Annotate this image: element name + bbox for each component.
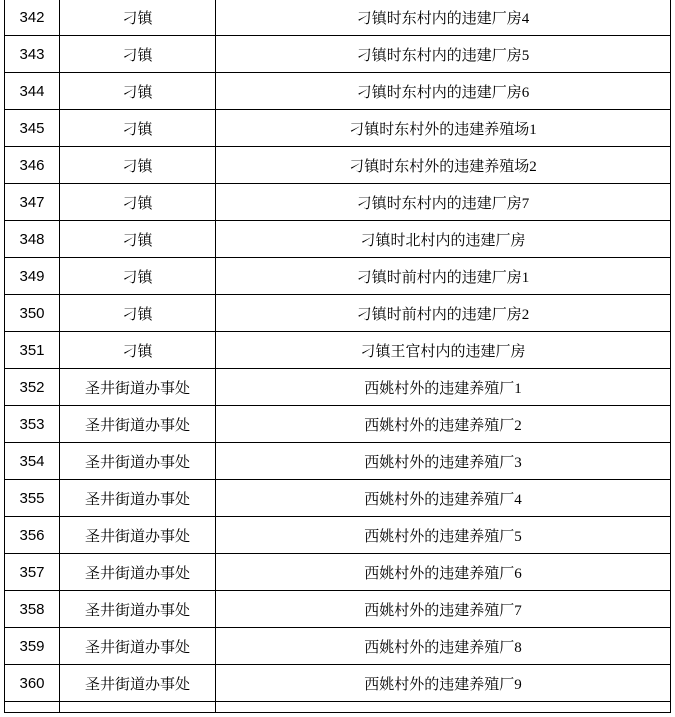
row-town: 刁镇 (60, 110, 216, 147)
row-description: 刁镇时前村内的违建厂房1 (216, 258, 671, 295)
row-town: 圣井街道办事处 (60, 665, 216, 702)
row-description: 西姚村外的违建养殖厂6 (216, 554, 671, 591)
row-number: 359 (5, 628, 60, 665)
row-description: 西姚村外的违建养殖厂2 (216, 406, 671, 443)
table-cell-empty (5, 702, 60, 713)
row-description: 西姚村外的违建养殖厂9 (216, 665, 671, 702)
table-cell-empty (60, 702, 216, 713)
row-number: 357 (5, 554, 60, 591)
row-number: 343 (5, 36, 60, 73)
table-row (5, 258, 671, 295)
table-row (5, 73, 671, 110)
table-row (5, 369, 671, 406)
row-town: 圣井街道办事处 (60, 369, 216, 406)
row-number: 351 (5, 332, 60, 369)
row-number: 354 (5, 443, 60, 480)
illegal-building-table (4, 0, 671, 713)
row-description: 刁镇时东村内的违建厂房7 (216, 184, 671, 221)
table-row (5, 332, 671, 369)
row-town: 圣井街道办事处 (60, 628, 216, 665)
table-row (5, 221, 671, 258)
row-number: 353 (5, 406, 60, 443)
row-town: 圣井街道办事处 (60, 554, 216, 591)
row-description: 西姚村外的违建养殖厂3 (216, 443, 671, 480)
row-number: 346 (5, 147, 60, 184)
table-row-partial-bottom (5, 702, 671, 713)
row-town: 圣井街道办事处 (60, 517, 216, 554)
row-number: 355 (5, 480, 60, 517)
row-town: 刁镇 (60, 221, 216, 258)
row-description: 刁镇时东村内的违建厂房6 (216, 73, 671, 110)
row-town: 刁镇 (60, 332, 216, 369)
table-row (5, 184, 671, 221)
table-row (5, 443, 671, 480)
table-row (5, 147, 671, 184)
row-number: 358 (5, 591, 60, 628)
row-town: 刁镇 (60, 184, 216, 221)
row-description: 西姚村外的违建养殖厂8 (216, 628, 671, 665)
row-town: 圣井街道办事处 (60, 443, 216, 480)
row-town: 刁镇 (60, 258, 216, 295)
row-description: 西姚村外的违建养殖厂7 (216, 591, 671, 628)
table-row (5, 295, 671, 332)
row-number: 352 (5, 369, 60, 406)
row-number: 349 (5, 258, 60, 295)
table-row (5, 517, 671, 554)
table-row (5, 591, 671, 628)
row-number: 350 (5, 295, 60, 332)
row-description: 西姚村外的违建养殖厂1 (216, 369, 671, 406)
row-description: 刁镇时东村内的违建厂房4 (216, 0, 671, 36)
row-number: 344 (5, 73, 60, 110)
row-town: 刁镇 (60, 36, 216, 73)
table-row (5, 628, 671, 665)
row-number: 356 (5, 517, 60, 554)
table-row (5, 480, 671, 517)
table-row (5, 665, 671, 702)
row-description: 刁镇时北村内的违建厂房 (216, 221, 671, 258)
row-town: 刁镇 (60, 295, 216, 332)
table-row (5, 406, 671, 443)
row-town: 圣井街道办事处 (60, 480, 216, 517)
table-row (5, 110, 671, 147)
row-town: 圣井街道办事处 (60, 406, 216, 443)
row-number: 345 (5, 110, 60, 147)
table-body (5, 0, 671, 713)
row-description: 刁镇时东村外的违建养殖场1 (216, 110, 671, 147)
row-description: 刁镇时东村内的违建厂房5 (216, 36, 671, 73)
row-town: 刁镇 (60, 147, 216, 184)
row-description: 刁镇王官村内的违建厂房 (216, 332, 671, 369)
table-row (5, 0, 671, 36)
table-row (5, 36, 671, 73)
row-number: 360 (5, 665, 60, 702)
document-table-view (4, 0, 670, 713)
row-town: 刁镇 (60, 73, 216, 110)
row-description: 西姚村外的违建养殖厂5 (216, 517, 671, 554)
row-description: 刁镇时前村内的违建厂房2 (216, 295, 671, 332)
row-number: 342 (5, 0, 60, 36)
row-town: 圣井街道办事处 (60, 591, 216, 628)
row-town: 刁镇 (60, 0, 216, 36)
table-row (5, 554, 671, 591)
table-cell-empty (216, 702, 671, 713)
row-description: 西姚村外的违建养殖厂4 (216, 480, 671, 517)
row-number: 347 (5, 184, 60, 221)
row-description: 刁镇时东村外的违建养殖场2 (216, 147, 671, 184)
row-number: 348 (5, 221, 60, 258)
